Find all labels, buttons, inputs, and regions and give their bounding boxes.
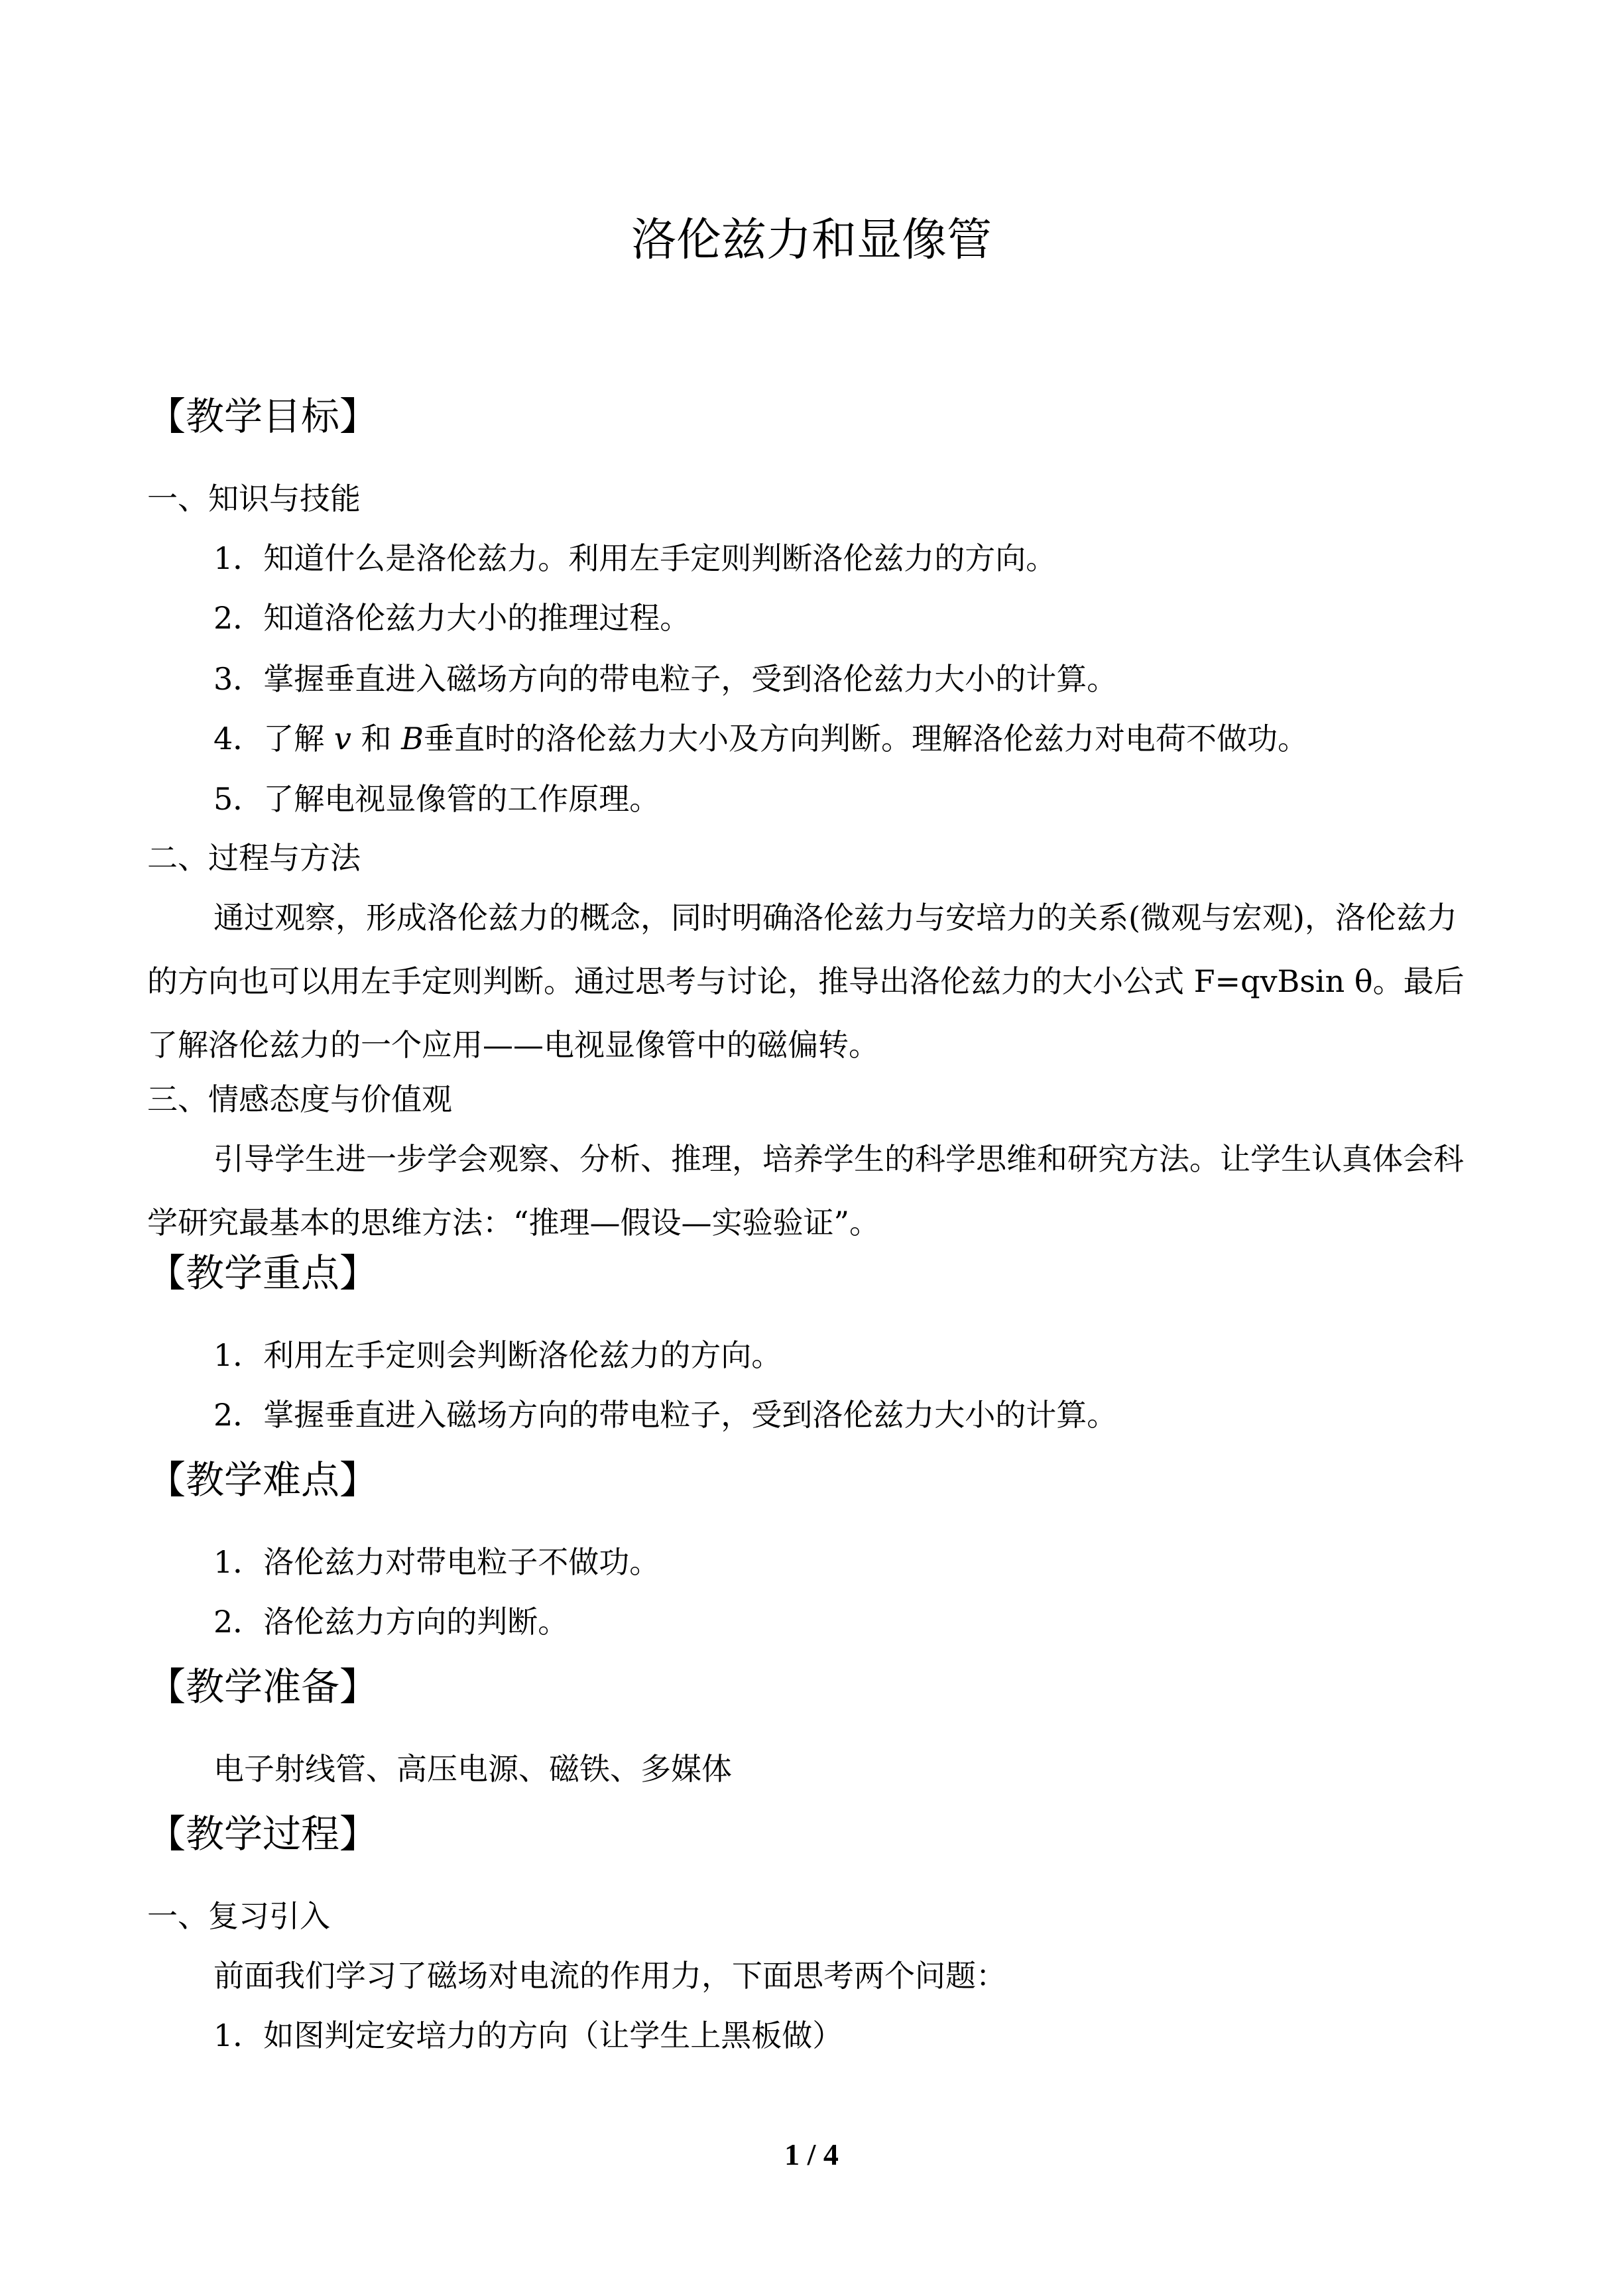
difficulty-item-1: 1．洛伦兹力对带电粒子不做功。 bbox=[213, 1544, 660, 1580]
objective-item-4-mid: 和 bbox=[361, 721, 402, 756]
objective-item-4-suffix: 垂直时的洛伦兹力大小及方向判断。理解洛伦兹力对电荷不做功。 bbox=[423, 721, 1308, 756]
objective-item-2: 2．知道洛伦兹力大小的推理过程。 bbox=[213, 600, 691, 636]
page-title: 洛伦兹力和显像管 bbox=[631, 214, 992, 267]
section-heading-objectives: 【教学目标】 bbox=[147, 394, 379, 439]
subheading-knowledge: 一、知识与技能 bbox=[147, 481, 361, 516]
section-heading-difficulties: 【教学难点】 bbox=[147, 1457, 379, 1502]
section-heading-preparation: 【教学准备】 bbox=[147, 1664, 379, 1709]
page-number: 1 / 4 bbox=[784, 2138, 839, 2171]
keypoint-item-1: 1．利用左手定则会判断洛伦兹力的方向。 bbox=[213, 1337, 782, 1373]
section-heading-keypoints: 【教学重点】 bbox=[147, 1250, 379, 1296]
keypoint-item-2: 2．掌握垂直进入磁场方向的带电粒子，受到洛伦兹力大小的计算。 bbox=[213, 1397, 1118, 1433]
section-heading-process: 【教学过程】 bbox=[147, 1811, 379, 1856]
velocity-symbol: v bbox=[333, 721, 351, 756]
objective-item-3: 3．掌握垂直进入磁场方向的带电粒子，受到洛伦兹力大小的计算。 bbox=[213, 661, 1118, 697]
difficulty-item-2: 2．洛伦兹力方向的判断。 bbox=[213, 1604, 569, 1640]
objective-item-4-prefix: 4．了解 bbox=[213, 721, 334, 756]
attitude-paragraph: 引导学生进一步学会观察、分析、推理，培养学生的科学思维和研究方法。让学生认真体会科学研究最基本的思维方法：“推理—假设—实验验证”。 bbox=[147, 1141, 1464, 1240]
question-1: 1．如图判定安培力的方向（让学生上黑板做） bbox=[213, 2018, 843, 2053]
objective-item-4 bbox=[213, 717, 1308, 760]
objective-item-1: 1．知道什么是洛伦兹力。利用左手定则判断洛伦兹力的方向。 bbox=[213, 540, 1057, 576]
process-method-paragraph: 通过观察，形成洛伦兹力的概念，同时明确洛伦兹力与安培力的关系(微观与宏观)，洛伦兹力的方向也可以用左手定则判断。通过思考与讨论，推导出洛伦兹力的大小公式 F=qvBsin θ。最后了解洛伦兹力的一个应用——电视显像管中的磁偏转。 bbox=[147, 900, 1465, 1063]
subheading-review: 一、复习引入 bbox=[147, 1898, 330, 1934]
objective-item-5: 5．了解电视显像管的工作原理。 bbox=[213, 781, 660, 817]
subheading-attitude: 三、情感态度与价值观 bbox=[147, 1081, 452, 1117]
field-symbol: B bbox=[401, 721, 424, 756]
preparation-text: 电子射线管、高压电源、磁铁、多媒体 bbox=[213, 1751, 732, 1787]
subheading-process-method: 二、过程与方法 bbox=[147, 840, 361, 876]
review-paragraph: 前面我们学习了磁场对电流的作用力，下面思考两个问题： bbox=[213, 1958, 1006, 1994]
